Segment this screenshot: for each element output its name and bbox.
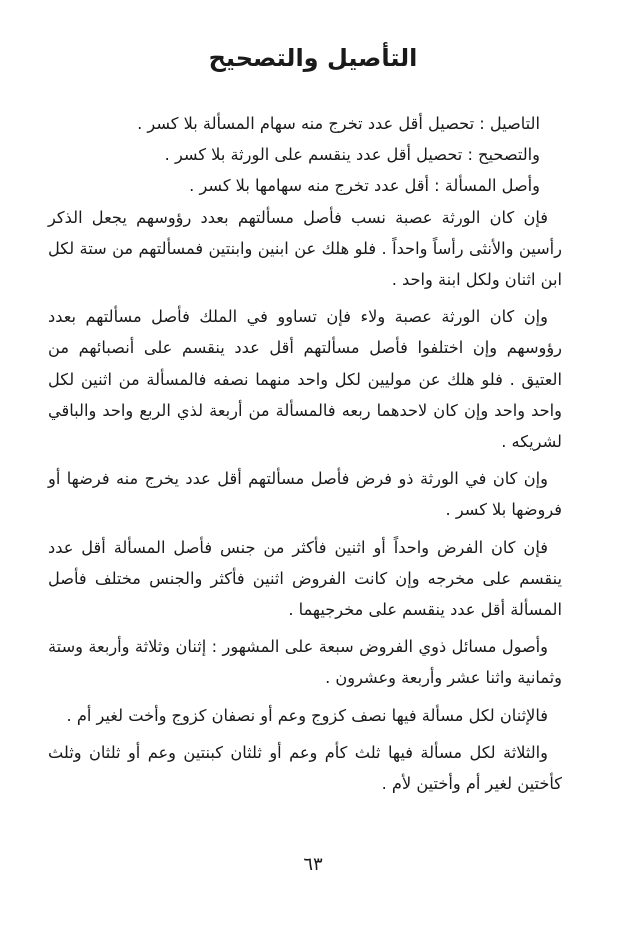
page-number: ٦٣ — [303, 854, 323, 875]
definition-asl-masala: وأصل المسألة : أقل عدد تخرج منه سهامها بلا كسر . — [189, 176, 540, 196]
paragraph-asaba-wala: وإن كان الورثة عصبة ولاء فإن تساوو في الملك فأصل مسألتهم بعدد رؤوسهم وإن اختلفوا فأصل مسألتهم أقل عدد ينقسم على أنصبائهم من العتيق . فلو هلك عن موليين لكل واحد منهما نصفه فالمسألة من اثنين لكل واحد واحد وإن كان لاحدهما ربعه فالمسألة من أربعة لذي الربع واحد والباقي لشريكه . — [48, 307, 562, 452]
paragraph-asaba-nasab: فإن كان الورثة عصبة نسب فأصل مسألتهم بعدد رؤوسهم يجعل الذكر رأسين والأنثى رأساً واحداً . فلو هلك عن ابنين وابنتين فمسألتهم من ستة لكل ابن اثنان ولكل ابنة واحد . — [48, 207, 562, 290]
paragraph-fard-wahid: فإن كان الفرض واحداً أو اثنين فأكثر من جنس فأصل المسألة أقل عدد ينقسم على مخرجه وإن كانت الفروض اثنين فأكثر والجنس مختلف فأصل المسألة أقل عدد ينقسم على مخرجيهما . — [48, 537, 562, 620]
page-title: التأصيل والتصحيح — [208, 44, 418, 72]
paragraph-ithnan: فالإثنان لكل مسألة فيها نصف كزوج وعم أو نصفان كزوج وأخت لغير أم . — [66, 705, 548, 725]
paragraph-dhu-fard: وإن كان في الورثة ذو فرض فأصل مسألتهم أقل عدد يخرج منه فرضها أو فروضها بلا كسر . — [48, 469, 562, 520]
definition-taseel: التاصيل : تحصيل أقل عدد تخرج منه سهام المسألة بلا كسر . — [137, 114, 540, 133]
definition-tasheeh: والتصحيح : تحصيل أقل عدد ينقسم على الورثة بلا كسر . — [164, 145, 540, 165]
paragraph-usul-masail: وأصول مسائل ذوي الفروض سبعة على المشهور : إثنان وثلاثة وأربعة وستة وثمانية واثنا عشر وأربعة وعشرون . — [48, 637, 562, 688]
page-body — [48, 108, 562, 799]
paragraph-thalatha: والثلاثة لكل مسألة فيها ثلث كأم وعم أو ثلثان كبنتين وعم أو ثلثان وثلث كأختين لغير أم وأختين لأم . — [48, 742, 562, 794]
